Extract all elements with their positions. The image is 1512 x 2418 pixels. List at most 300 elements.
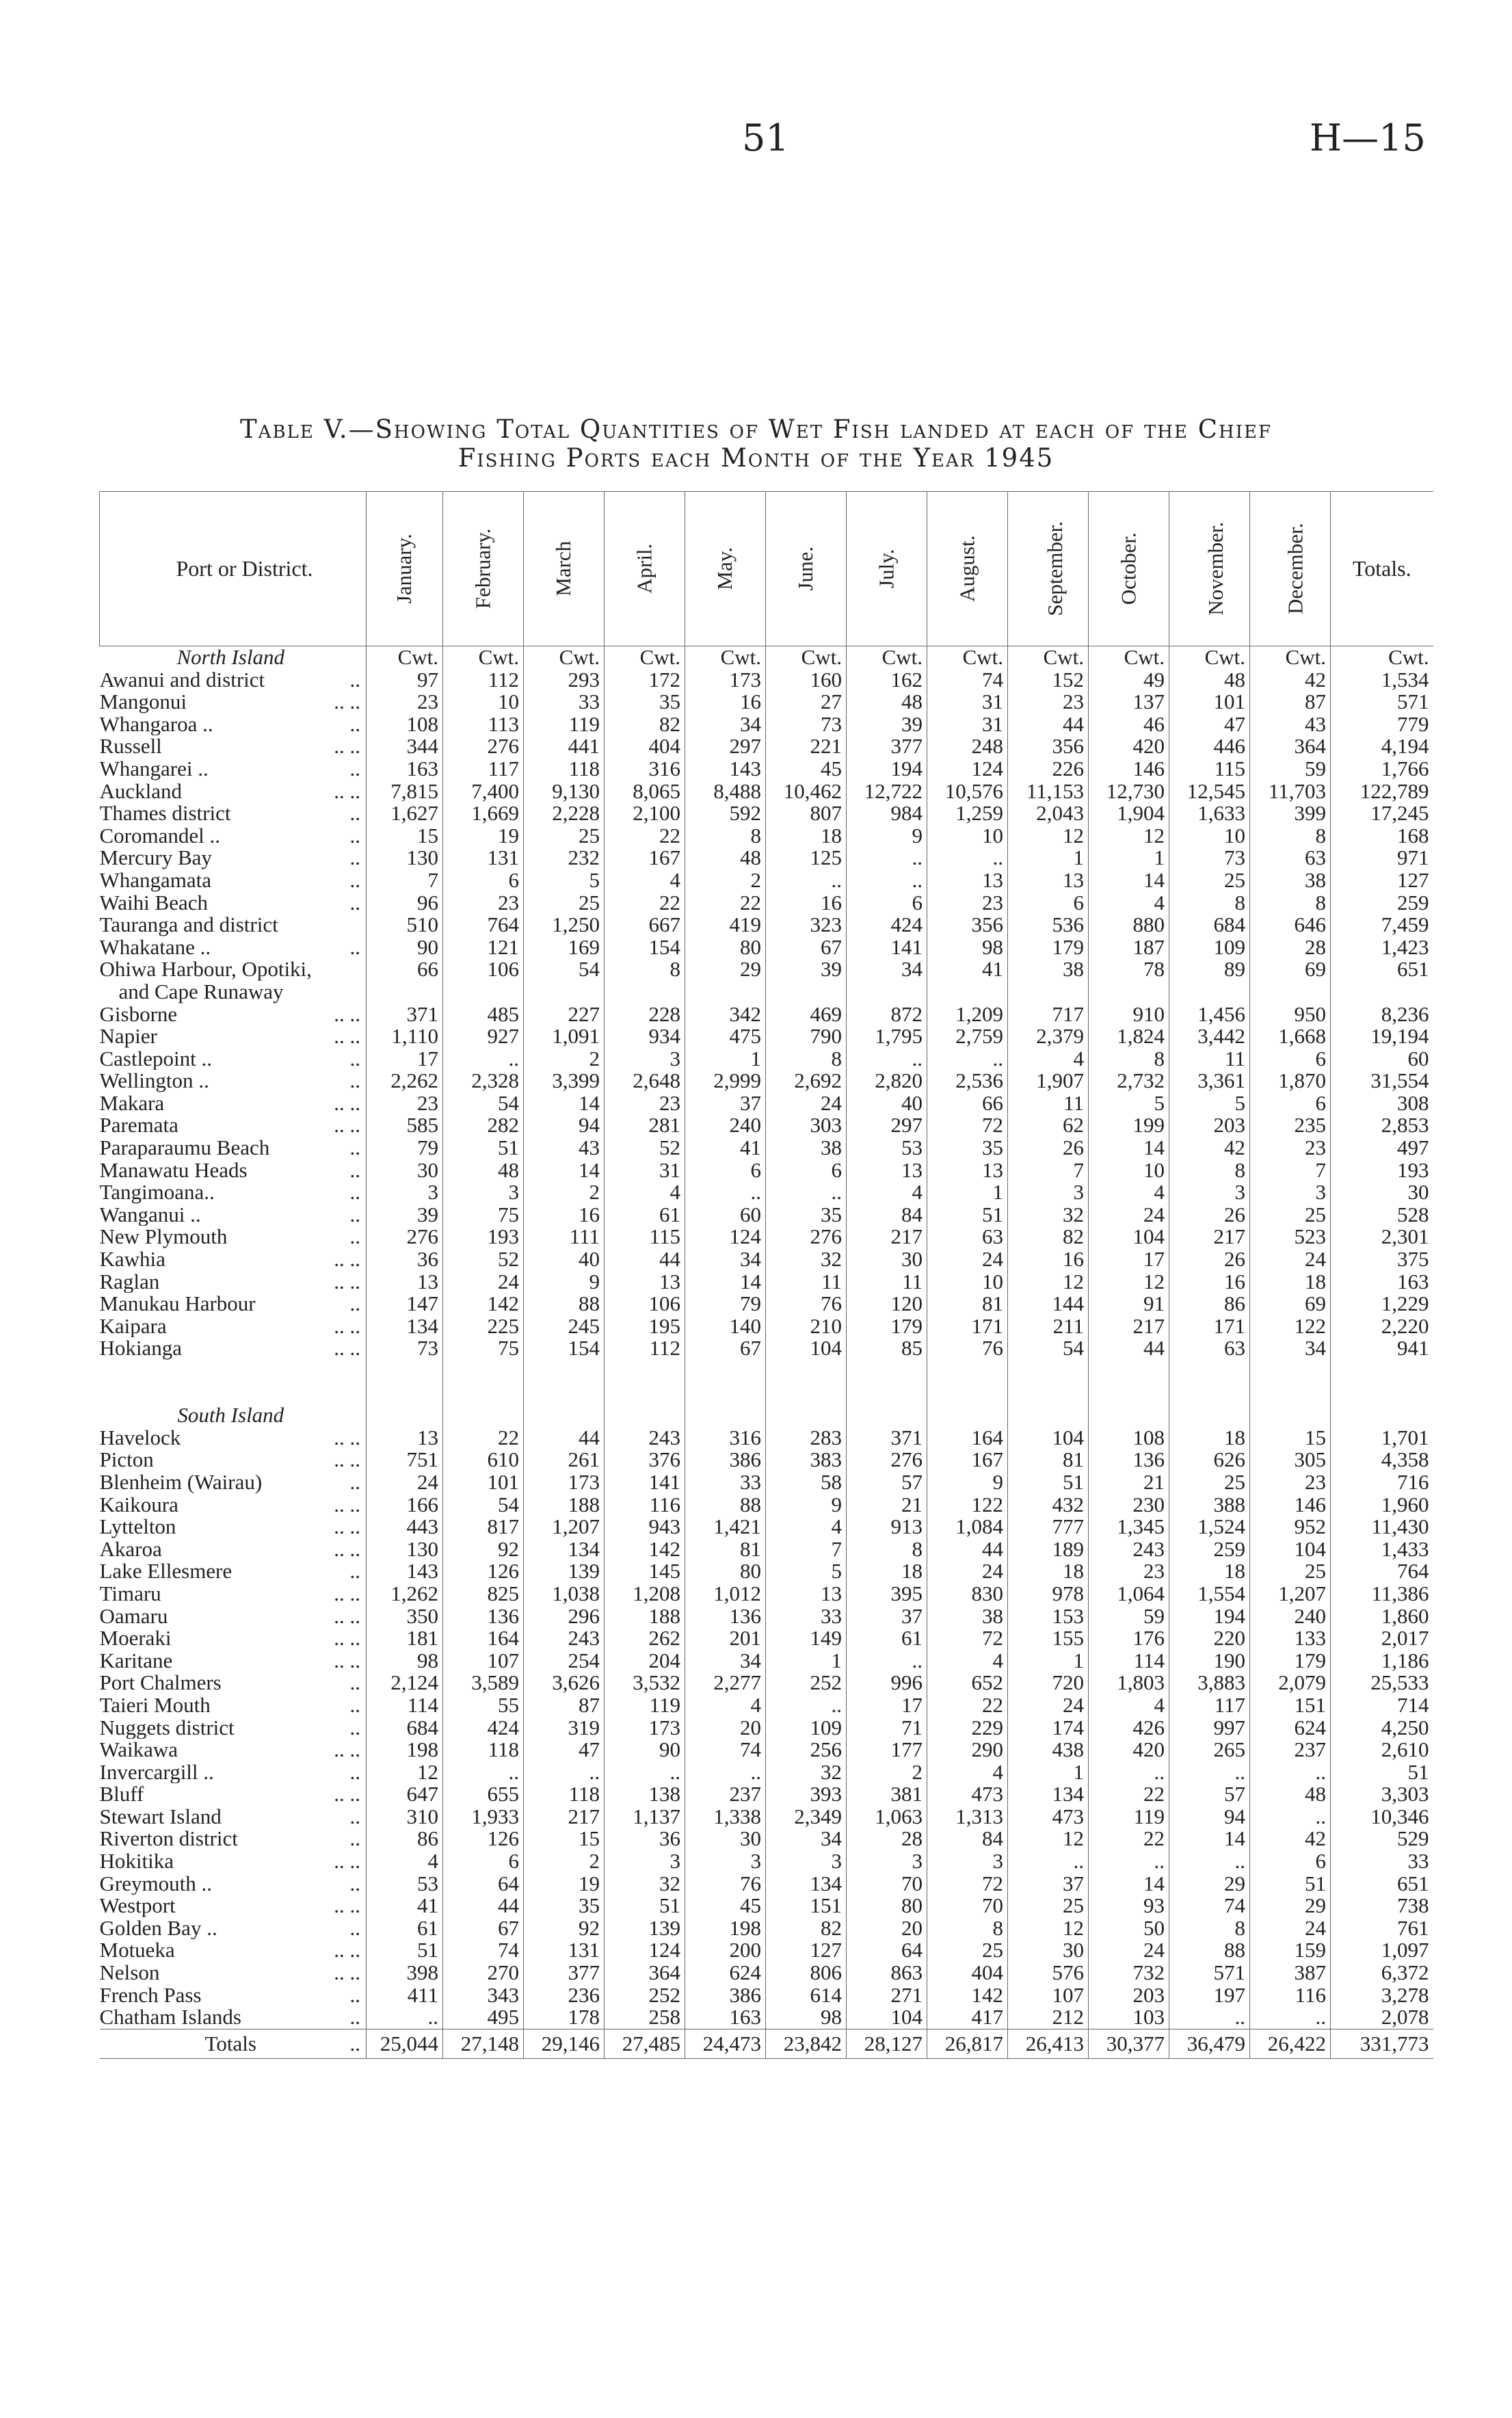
port-name-cell [100, 1650, 367, 1672]
month-value-cell: 8,488 [685, 780, 766, 803]
spacer-cell [1331, 1382, 1433, 1405]
month-value-cell: 37 [685, 1092, 766, 1115]
month-value-cell: 30 [1008, 1939, 1089, 1962]
month-value-cell: 927 [443, 1025, 524, 1048]
month-value-cell: .. [927, 847, 1008, 869]
row-total-cell: 2,853 [1331, 1114, 1433, 1137]
month-value-cell: 9 [766, 1494, 847, 1516]
row-total-cell: 25,533 [1331, 1672, 1433, 1694]
month-value-cell: 420 [1089, 1739, 1169, 1761]
month-value-cell: 169 [524, 936, 605, 959]
leader-dots: .. [349, 847, 360, 869]
month-value-cell: 18 [766, 825, 847, 847]
month-header-label: August. [955, 535, 979, 603]
month-value-cell: 395 [847, 1583, 927, 1605]
port-name-cell [100, 2006, 367, 2029]
month-value-cell: 146 [1250, 1494, 1331, 1516]
port-name-cell [100, 1048, 367, 1070]
table-row [100, 669, 1433, 692]
month-value-cell: 13 [1008, 869, 1089, 892]
port-name-cell [100, 1560, 367, 1583]
header-row [100, 492, 1433, 646]
month-value-cell: 21 [847, 1494, 927, 1516]
month-value-cell: 34 [766, 1828, 847, 1850]
month-value-cell: 38 [927, 1605, 1008, 1628]
month-value-cell: 178 [524, 2006, 605, 2029]
row-total-cell: 528 [1331, 1204, 1433, 1226]
month-value-cell: 3 [443, 1181, 524, 1204]
port-name: Stewart Island [99, 1805, 222, 1828]
month-value-cell: 90 [605, 1739, 685, 1761]
month-value-cell: 203 [1089, 1984, 1169, 2007]
row-total-cell: 168 [1331, 825, 1433, 847]
port-name: Oamaru [99, 1605, 168, 1628]
month-value-cell: 48 [847, 691, 927, 713]
month-value-cell: 2,692 [766, 1070, 847, 1092]
row-total-cell: 19,194 [1331, 1025, 1433, 1048]
month-value-cell: 27 [766, 691, 847, 713]
month-value-cell: 40 [847, 1092, 927, 1115]
month-value-cell: 8 [927, 1917, 1008, 1940]
total-value-cell: 36,479 [1169, 2029, 1250, 2058]
month-value-cell: 667 [605, 914, 685, 936]
table-row [100, 1739, 1433, 1761]
month-value-cell: 217 [847, 1226, 927, 1248]
month-value-cell: 806 [766, 1962, 847, 1984]
month-value-cell: 388 [1169, 1494, 1250, 1516]
month-value-cell: 80 [685, 936, 766, 959]
table-row [100, 1494, 1433, 1516]
port-name-cell [100, 1739, 367, 1761]
month-value-cell: 227 [524, 1003, 605, 1026]
port-name: Tangimoana.. [99, 1181, 215, 1204]
month-value-cell: 37 [847, 1605, 927, 1628]
leader-dots: .. [349, 1917, 360, 1940]
month-value-cell: 111 [524, 1226, 605, 1248]
month-value-cell: 74 [685, 1739, 766, 1761]
month-value-cell: 127 [766, 1939, 847, 1962]
month-value-cell: 23 [367, 1092, 443, 1115]
month-value-cell: 8 [1169, 892, 1250, 915]
month-value-cell: 60 [685, 1204, 766, 1226]
month-value-cell: 9 [847, 825, 927, 847]
unit-label: Cwt. [524, 646, 605, 669]
month-value-cell: 104 [1008, 1427, 1089, 1449]
leader-dots: .. .. [334, 1783, 360, 1806]
spacer-cell [1169, 1404, 1250, 1427]
port-name-cell [100, 1181, 367, 1204]
month-value-cell: 108 [367, 713, 443, 736]
month-value-cell: 44 [443, 1895, 524, 1917]
month-value-cell: 92 [443, 1538, 524, 1561]
month-value-cell: 817 [443, 1516, 524, 1538]
port-name: Awanui and district [99, 668, 265, 692]
month-value-cell: 38 [766, 1137, 847, 1159]
table-row [100, 1605, 1433, 1628]
month-value-cell: 85 [847, 1337, 927, 1360]
month-value-cell: 13 [766, 1583, 847, 1605]
table-row [100, 1783, 1433, 1806]
month-value-cell: 3 [1008, 1181, 1089, 1204]
month-value-cell: 54 [524, 958, 605, 981]
port-name-cell [100, 1092, 367, 1115]
month-value-cell: .. [1008, 1850, 1089, 1873]
month-value-cell: 684 [1169, 914, 1250, 936]
spacer-cell [927, 1382, 1008, 1405]
month-value-cell: 777 [1008, 1516, 1089, 1538]
month-value-cell: 76 [685, 1873, 766, 1895]
port-name: Russell [99, 735, 162, 758]
port-name: Mercury Bay [99, 847, 212, 869]
month-value-cell: 124 [605, 1939, 685, 1962]
month-value-cell: 98 [927, 936, 1008, 959]
port-name: Whangamata [99, 869, 212, 892]
port-name-cell [100, 914, 367, 936]
month-value-cell: 9,130 [524, 780, 605, 803]
month-value-cell: 243 [524, 1627, 605, 1650]
leader-dots: .. .. [334, 1649, 360, 1672]
month-value-cell: 109 [1169, 936, 1250, 959]
port-name: Moeraki [99, 1627, 172, 1650]
leader-dots: .. [349, 1226, 360, 1249]
month-value-cell: 3 [1250, 1181, 1331, 1204]
month-value-cell: 119 [524, 713, 605, 736]
row-total-cell: 1,229 [1331, 1293, 1433, 1315]
row-total-cell: 60 [1331, 1048, 1433, 1070]
month-value-cell: 12,545 [1169, 780, 1250, 803]
spacer-cell [367, 1382, 443, 1405]
month-value-cell: .. [443, 1761, 524, 1784]
leader-dots: .. [349, 2031, 360, 2055]
total-value-cell: 28,127 [847, 2029, 927, 2058]
month-value-cell: 203 [1169, 1114, 1250, 1137]
month-value-cell: 23 [1008, 691, 1089, 713]
port-name: Lake Ellesmere [99, 1560, 233, 1583]
table-row [100, 1538, 1433, 1561]
month-value-cell: 807 [766, 802, 847, 825]
month-value-cell: 6 [443, 869, 524, 892]
month-value-cell: .. [367, 2006, 443, 2029]
month-value-cell: 51 [1008, 1471, 1089, 1494]
leader-dots: .. [349, 1137, 360, 1159]
month-value-cell: 24 [927, 1560, 1008, 1583]
table-row [100, 735, 1433, 758]
port-name-cell [100, 1939, 367, 1962]
month-value-cell: 18 [1169, 1427, 1250, 1449]
month-value-cell: 12,730 [1089, 780, 1169, 803]
month-value-cell: 12,722 [847, 780, 927, 803]
table-title-line-2: Fishing Ports each Month of the Year 1945 [457, 443, 1055, 473]
month-value-cell: .. [847, 1650, 927, 1672]
month-value-cell: 179 [847, 1315, 927, 1338]
unit-label: Cwt. [1008, 646, 1089, 669]
month-value-cell: 245 [524, 1315, 605, 1338]
row-total-cell: 941 [1331, 1337, 1433, 1360]
month-value-cell: 10 [443, 691, 524, 713]
month-value-cell: 343 [443, 1984, 524, 2007]
month-value-cell: .. [847, 869, 927, 892]
month-value-cell: 33 [685, 1471, 766, 1494]
month-value-cell: 130 [367, 1538, 443, 1561]
row-total-cell: 6,372 [1331, 1962, 1433, 1984]
month-value-cell: 134 [524, 1538, 605, 1561]
month-value-cell: 11 [1008, 1092, 1089, 1115]
month-value-cell: 34 [847, 958, 927, 981]
month-value-cell: 2,759 [927, 1025, 1008, 1048]
month-value-cell: .. [605, 1761, 685, 1784]
month-value-cell: 22 [605, 892, 685, 915]
leader-dots: .. [349, 1471, 360, 1494]
month-value-cell: 190 [1169, 1650, 1250, 1672]
table-row [100, 847, 1433, 869]
month-value-cell: 160 [766, 669, 847, 692]
port-name-cell [100, 1070, 367, 1092]
month-value-cell: 75 [443, 1337, 524, 1360]
port-name-cell [100, 1471, 367, 1494]
month-value-cell: 109 [766, 1717, 847, 1739]
month-value-cell: 11 [766, 1271, 847, 1293]
month-value-cell: 16 [1008, 1248, 1089, 1271]
month-value-cell: 73 [367, 1337, 443, 1360]
month-value-cell: 130 [367, 847, 443, 869]
month-value-cell: 22 [443, 1427, 524, 1449]
month-header [847, 492, 927, 646]
month-value-cell: 117 [443, 758, 524, 780]
month-value-cell: 14 [1089, 869, 1169, 892]
month-value-cell: 31 [927, 713, 1008, 736]
month-value-cell: 14 [1089, 1873, 1169, 1895]
port-name: Timaru [99, 1582, 161, 1605]
month-value-cell: 910 [1089, 1003, 1169, 1026]
port-name: Raglan [99, 1270, 160, 1293]
month-value-cell: 1,421 [685, 1516, 766, 1538]
month-value-cell: 2,379 [1008, 1025, 1089, 1048]
port-name-cell [100, 1003, 367, 1026]
month-value-cell: .. [847, 1048, 927, 1070]
row-total-cell: 651 [1331, 958, 1433, 981]
port-name: French Pass [99, 1984, 202, 2007]
month-value-cell: 17 [847, 1694, 927, 1717]
table-row [100, 1114, 1433, 1137]
month-value-cell: 4 [766, 1516, 847, 1538]
row-total-cell: 4,250 [1331, 1717, 1433, 1739]
port-name-cell [100, 758, 367, 780]
row-total-cell: 716 [1331, 1471, 1433, 1494]
month-value-cell: 1,554 [1169, 1583, 1250, 1605]
month-value-cell: 43 [524, 1137, 605, 1159]
table-title-line-1: Table V.—Showing Total Quantities of Wet Fish landed at each of the Chief [240, 415, 1272, 444]
month-value-cell: 310 [367, 1806, 443, 1828]
port-name: Blenheim (Wairau) [99, 1471, 263, 1494]
spacer-cell [1008, 1360, 1089, 1382]
month-value-cell: 79 [367, 1137, 443, 1159]
month-value-cell: 3,399 [524, 1070, 605, 1092]
month-value-cell: 473 [927, 1783, 1008, 1806]
leader-dots: .. [349, 1181, 360, 1204]
spacer-cell [847, 1360, 927, 1382]
month-value-cell: 42 [1250, 1828, 1331, 1850]
month-value-cell: 15 [367, 825, 443, 847]
table-row [100, 1204, 1433, 1226]
month-value-cell: 23 [1250, 1471, 1331, 1494]
month-value-cell: 173 [605, 1717, 685, 1739]
month-value-cell: 121 [443, 936, 524, 959]
month-value-cell: 1,250 [524, 914, 605, 936]
month-value-cell: .. [1169, 1761, 1250, 1784]
month-value-cell: 118 [524, 1783, 605, 1806]
port-name-cell [100, 735, 367, 758]
port-name: Riverton district [99, 1828, 238, 1851]
month-value-cell: 94 [1169, 1806, 1250, 1828]
table-row [100, 713, 1433, 736]
month-value-cell: 82 [605, 713, 685, 736]
month-value-cell: 25 [1250, 1560, 1331, 1583]
month-value-cell: 571 [1169, 1962, 1250, 1984]
month-value-cell: 226 [1008, 758, 1089, 780]
spacer-cell [927, 1360, 1008, 1382]
month-value-cell: 30 [847, 1248, 927, 1271]
month-value-cell: 1,110 [367, 1025, 443, 1048]
month-value-cell: 240 [685, 1114, 766, 1137]
month-value-cell: 10 [927, 825, 1008, 847]
month-value-cell: 44 [927, 1538, 1008, 1561]
month-value-cell: 67 [443, 1917, 524, 1940]
month-value-cell: 14 [1089, 1137, 1169, 1159]
row-total-cell: 8,236 [1331, 1003, 1433, 1026]
row-total-cell: 1,097 [1331, 1939, 1433, 1962]
port-name-cell [100, 1694, 367, 1717]
spacer-cell [1169, 1360, 1250, 1382]
month-value-cell: 585 [367, 1114, 443, 1137]
month-value-cell: 24 [1250, 1917, 1331, 1940]
port-name-cell [100, 1806, 367, 1828]
spacer-cell [685, 1382, 766, 1405]
port-name-cell [100, 892, 367, 915]
table-row [100, 1337, 1433, 1360]
month-value-cell: 20 [847, 1917, 927, 1940]
month-value-cell: 171 [927, 1315, 1008, 1338]
month-value-cell: 42 [1250, 669, 1331, 692]
spacer-cell [524, 1382, 605, 1405]
month-value-cell: 3,883 [1169, 1672, 1250, 1694]
port-name: Kaikoura [99, 1493, 178, 1516]
month-value-cell: 80 [685, 1560, 766, 1583]
month-value-cell: 74 [927, 669, 1008, 692]
month-value-cell: 72 [927, 1873, 1008, 1895]
month-value-cell: 107 [1008, 1984, 1089, 2007]
month-value-cell: 133 [1250, 1627, 1331, 1650]
table-row [100, 1939, 1433, 1962]
month-value-cell: 1,933 [443, 1806, 524, 1828]
month-value-cell: 134 [1008, 1783, 1089, 1806]
month-value-cell: 1,084 [927, 1516, 1008, 1538]
month-value-cell: 3,589 [443, 1672, 524, 1694]
row-total-cell: 651 [1331, 1873, 1433, 1895]
month-value-cell: 15 [1250, 1427, 1331, 1449]
month-value-cell: 22 [605, 825, 685, 847]
port-name: Akaroa [99, 1538, 162, 1561]
month-value-cell: 2,536 [927, 1070, 1008, 1092]
month-value-cell: 297 [847, 1114, 927, 1137]
month-header-label: November. [1204, 522, 1228, 616]
month-header-label: September. [1043, 521, 1067, 616]
month-value-cell: 16 [766, 892, 847, 915]
month-value-cell: 342 [685, 1003, 766, 1026]
leader-dots: .. .. [334, 1627, 360, 1650]
port-name: Castlepoint .. [99, 1047, 212, 1070]
month-value-cell: 276 [847, 1449, 927, 1471]
port-name: Lyttelton [99, 1516, 176, 1538]
port-name-cell [100, 1159, 367, 1182]
leader-dots: .. .. [334, 1895, 360, 1917]
spacer-cell [443, 1360, 524, 1382]
month-value-cell: 2 [847, 1761, 927, 1784]
row-total-cell: 761 [1331, 1917, 1433, 1940]
month-value-cell: 217 [524, 1806, 605, 1828]
month-value-cell: 647 [367, 1783, 443, 1806]
port-name: Manukau Harbour [99, 1293, 256, 1315]
month-value-cell: 262 [605, 1627, 685, 1650]
section-label: South Island [177, 1404, 284, 1427]
leader-dots: .. [349, 891, 360, 915]
table-row [100, 1048, 1433, 1070]
spacer-cell [685, 1404, 766, 1427]
month-value-cell: 166 [367, 1494, 443, 1516]
month-value-cell: 28 [847, 1828, 927, 1850]
month-value-cell: 825 [443, 1583, 524, 1605]
row-total-cell: 1,701 [1331, 1427, 1433, 1449]
month-value-cell: 91 [1089, 1293, 1169, 1315]
month-value-cell: 3 [927, 1850, 1008, 1873]
table-row [100, 691, 1433, 713]
month-value-cell: 261 [524, 1449, 605, 1471]
month-value-cell: 1 [927, 1181, 1008, 1204]
total-value-cell: 29,146 [524, 2029, 605, 2058]
month-header-label: March [551, 541, 576, 596]
month-value-cell: 34 [685, 713, 766, 736]
unit-label: Cwt. [1089, 646, 1169, 669]
month-value-cell: 387 [1250, 1962, 1331, 1984]
table-row [100, 1025, 1433, 1048]
month-value-cell: 23 [1089, 1560, 1169, 1583]
table-row [100, 2006, 1433, 2029]
month-value-cell: 12 [1089, 1271, 1169, 1293]
spacer-cell [1250, 1404, 1331, 1427]
table-row [100, 981, 1433, 1003]
month-value-cell: 22 [685, 892, 766, 915]
month-value-cell: 67 [766, 936, 847, 959]
leader-dots: .. .. [334, 1114, 360, 1138]
month-header-label: June. [793, 547, 818, 591]
month-value-cell: 104 [766, 1337, 847, 1360]
table-row [100, 1984, 1433, 2007]
month-value-cell: 63 [927, 1226, 1008, 1248]
month-value-cell: 934 [605, 1025, 685, 1048]
month-value-cell: 290 [927, 1739, 1008, 1761]
month-value-cell: .. [1089, 1761, 1169, 1784]
month-value-cell: 114 [367, 1694, 443, 1717]
month-value-cell: 139 [524, 1560, 605, 1583]
leader-dots: .. [349, 1203, 360, 1226]
month-value-cell: 163 [685, 2006, 766, 2029]
month-value-cell: 276 [367, 1226, 443, 1248]
month-value-cell: 76 [927, 1337, 1008, 1360]
spacer-cell [524, 1404, 605, 1427]
month-header [443, 492, 524, 646]
month-value-cell: 176 [1089, 1627, 1169, 1650]
port-name-cell [100, 1226, 367, 1248]
month-value-cell: 217 [1089, 1315, 1169, 1338]
